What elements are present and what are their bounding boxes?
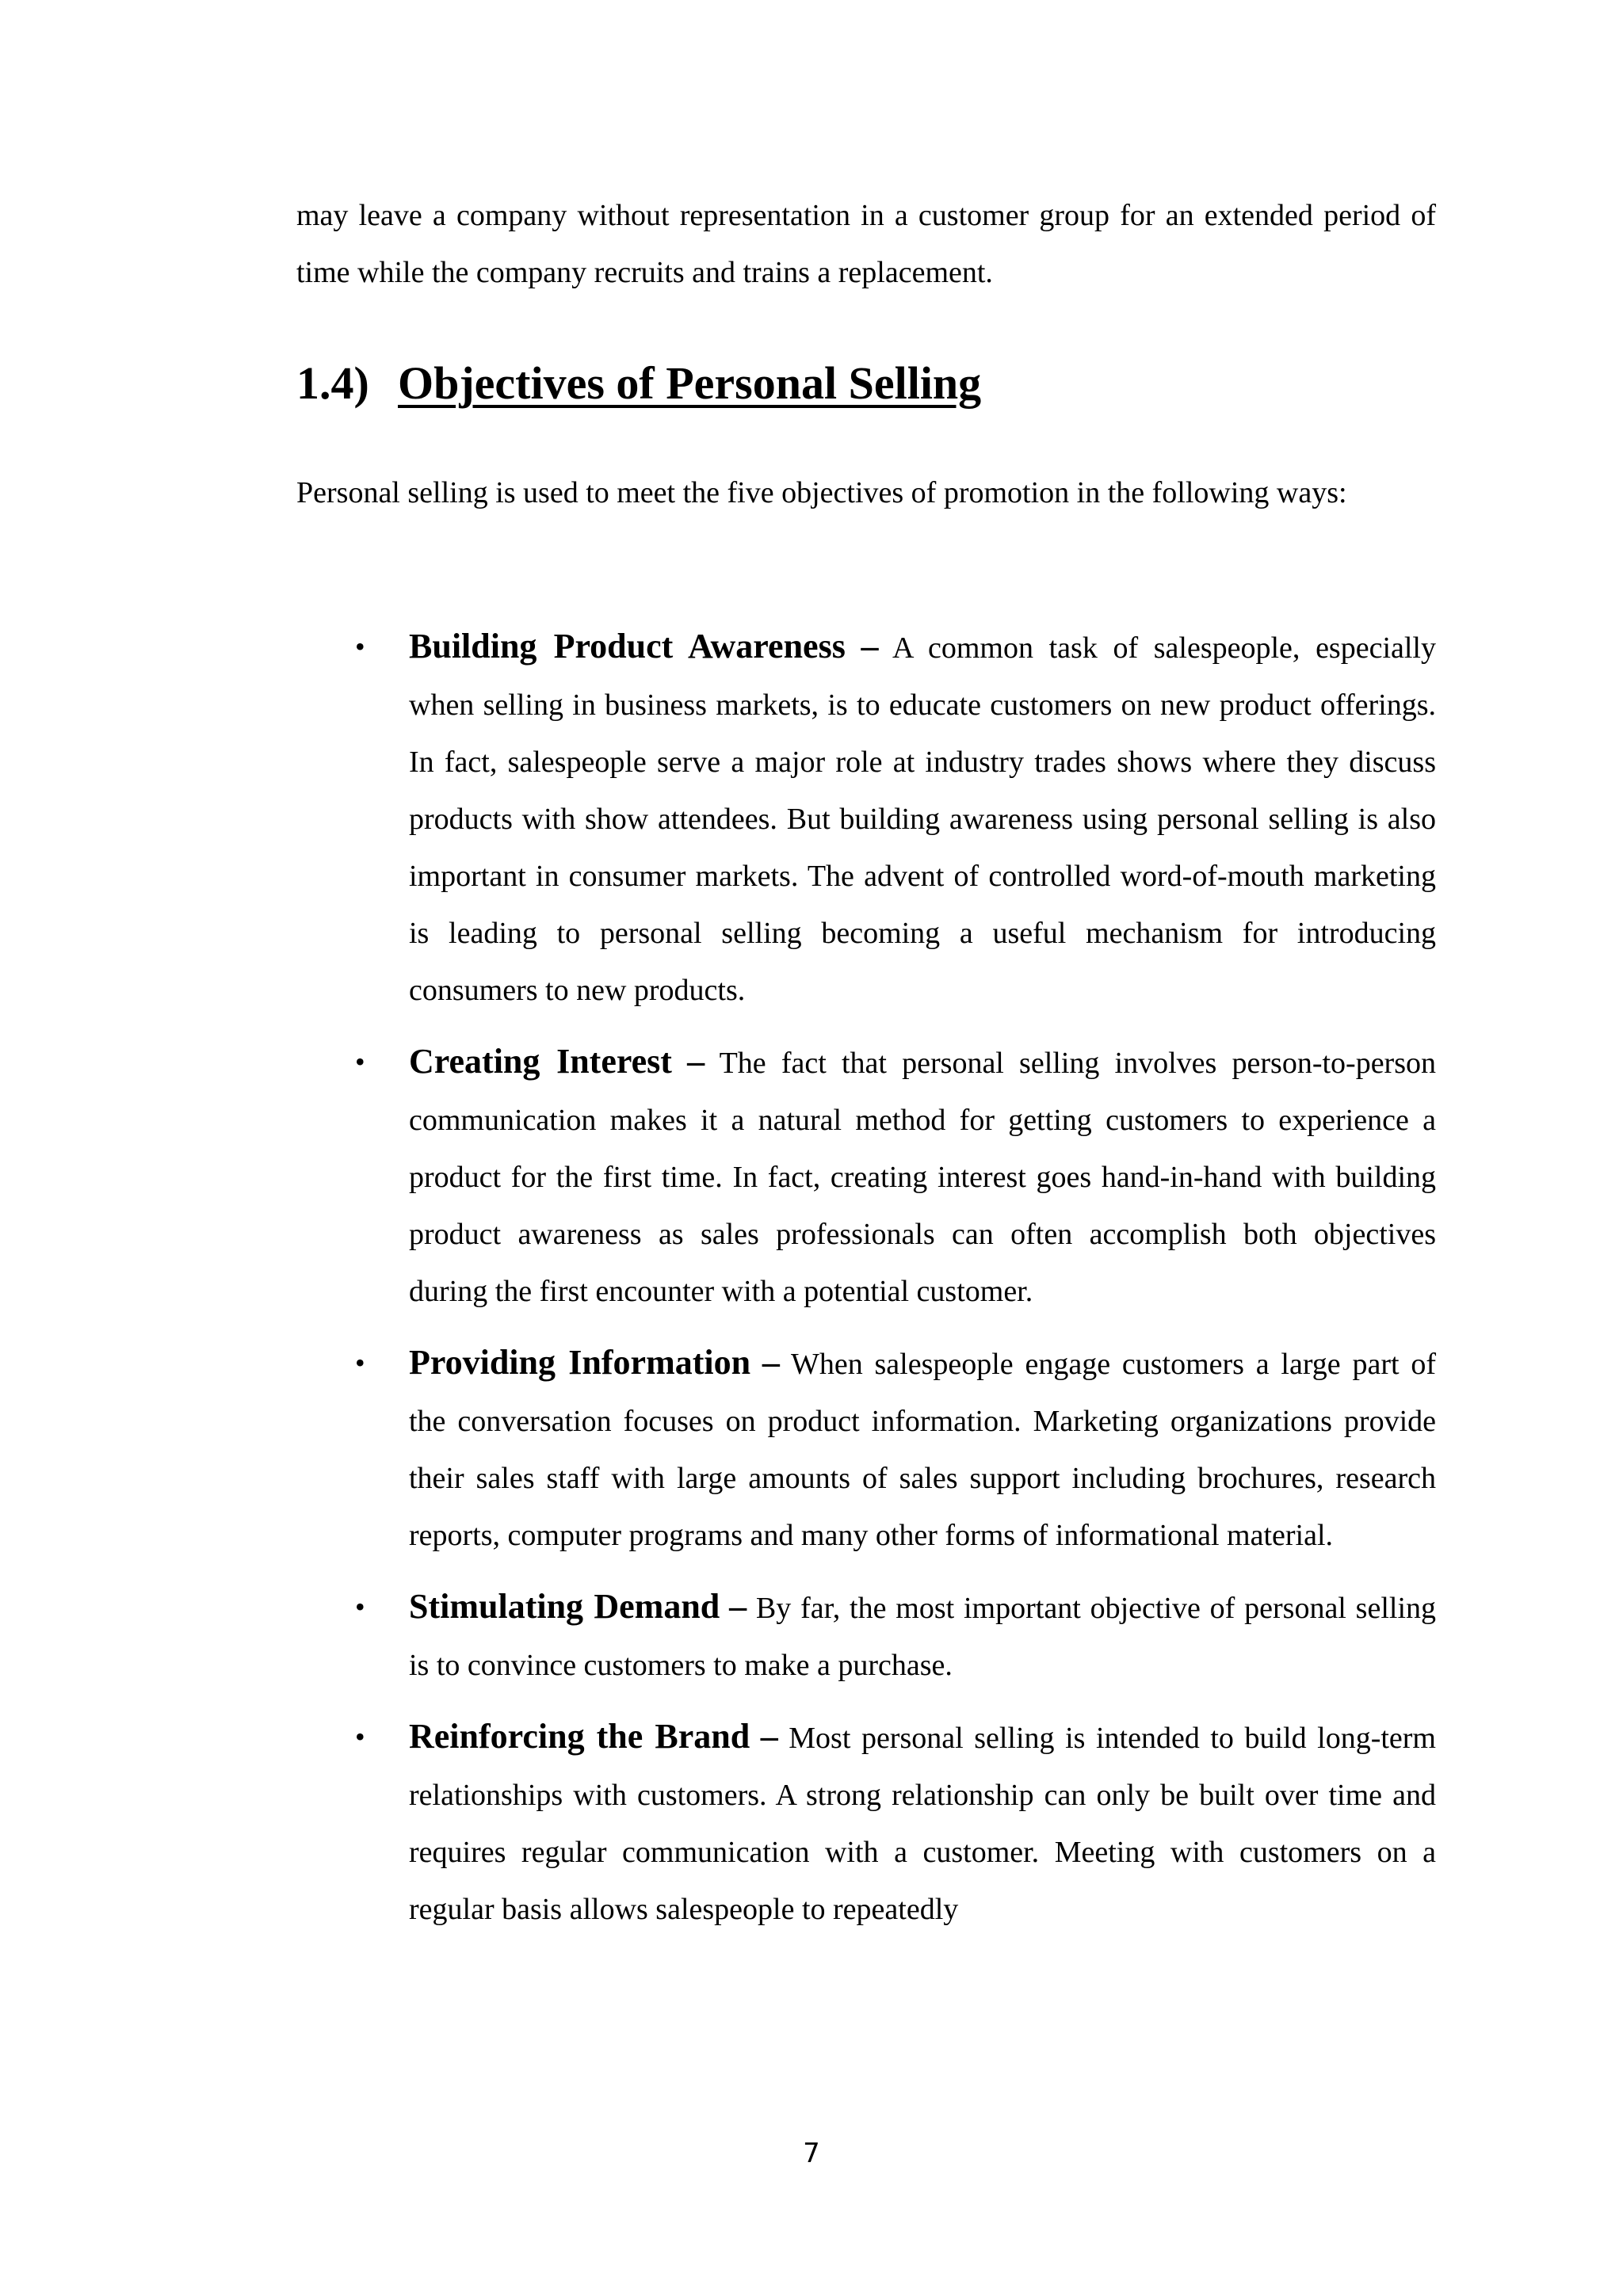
objective-dash: – [729, 1587, 747, 1626]
objective-term: Building Product Awareness [409, 627, 846, 666]
objective-text: A common task of salespeople, especially when selling in business markets, is to educate customers on new product offerings. In fact, salespeople serve a major role at industry trades shows where they discuss products with show attendees. But building awareness using personal selling is also important in consumer markets. The advent of controlled word-of-mouth marketing is leading to personal selling becoming a useful mechanism for introducing consumers to new products. [409, 631, 1436, 1007]
bullet-icon: • [355, 1347, 365, 1379]
objectives-list [296, 618, 1436, 1952]
list-item [296, 618, 1436, 1019]
section-heading [296, 352, 981, 415]
document-page [296, 187, 1437, 1926]
bullet-icon: • [355, 1591, 365, 1623]
objective-dash: – [762, 1343, 780, 1382]
objective-dash: – [861, 627, 879, 666]
bullet-icon: • [355, 1046, 365, 1077]
objective-text: Most personal selling is intended to build long-term relationships with customers. A strong relationship can only be built over time and requires regular communication with a customer. Meeting with customers on a regular basis allows salespeople to repeatedly [409, 1722, 1436, 1926]
objective-text: By far, the most important objective of personal selling is to convince customers to make a purchase. [409, 1592, 1437, 1682]
objective-dash: – [687, 1042, 705, 1081]
list-item [296, 1708, 1436, 1938]
objective-term: Reinforcing the Brand [409, 1717, 750, 1756]
page-number: 7 [803, 2138, 820, 2169]
section-number: 1.4) [296, 357, 369, 409]
objective-dash: – [760, 1717, 778, 1756]
objective-term: Stimulating Demand [409, 1587, 720, 1626]
section-title: Objectives of Personal Selling [398, 357, 982, 409]
list-item [296, 1578, 1436, 1694]
objective-text: The fact that personal selling involves person-to-person communication makes it a natural method for getting customers to experience a product for the first time. In fact, creating interest goes hand-in-hand with building product awareness as sales professionals can often accomplish both objectives during the first encounter with a potential customer. [409, 1047, 1436, 1308]
objective-text: When salespeople engage customers a large part of the conversation focuses on product information. Marketing organizations provide their sales staff with large amounts of sales support including brochures, research reports, computer programs and many other forms of informational material. [409, 1348, 1436, 1552]
objective-term: Providing Information [409, 1343, 751, 1382]
list-item [296, 1033, 1436, 1320]
bullet-icon: • [355, 1721, 365, 1753]
continuation-paragraph: may leave a company without representation in a customer group for an extended period of time while the company recruits and trains a replacement. [296, 199, 1436, 289]
list-item [296, 1334, 1436, 1564]
objective-term: Creating Interest [409, 1042, 672, 1081]
bullet-icon: • [355, 631, 365, 662]
intro-paragraph: Personal selling is used to meet the five objectives of promotion in the following ways: [296, 476, 1347, 509]
